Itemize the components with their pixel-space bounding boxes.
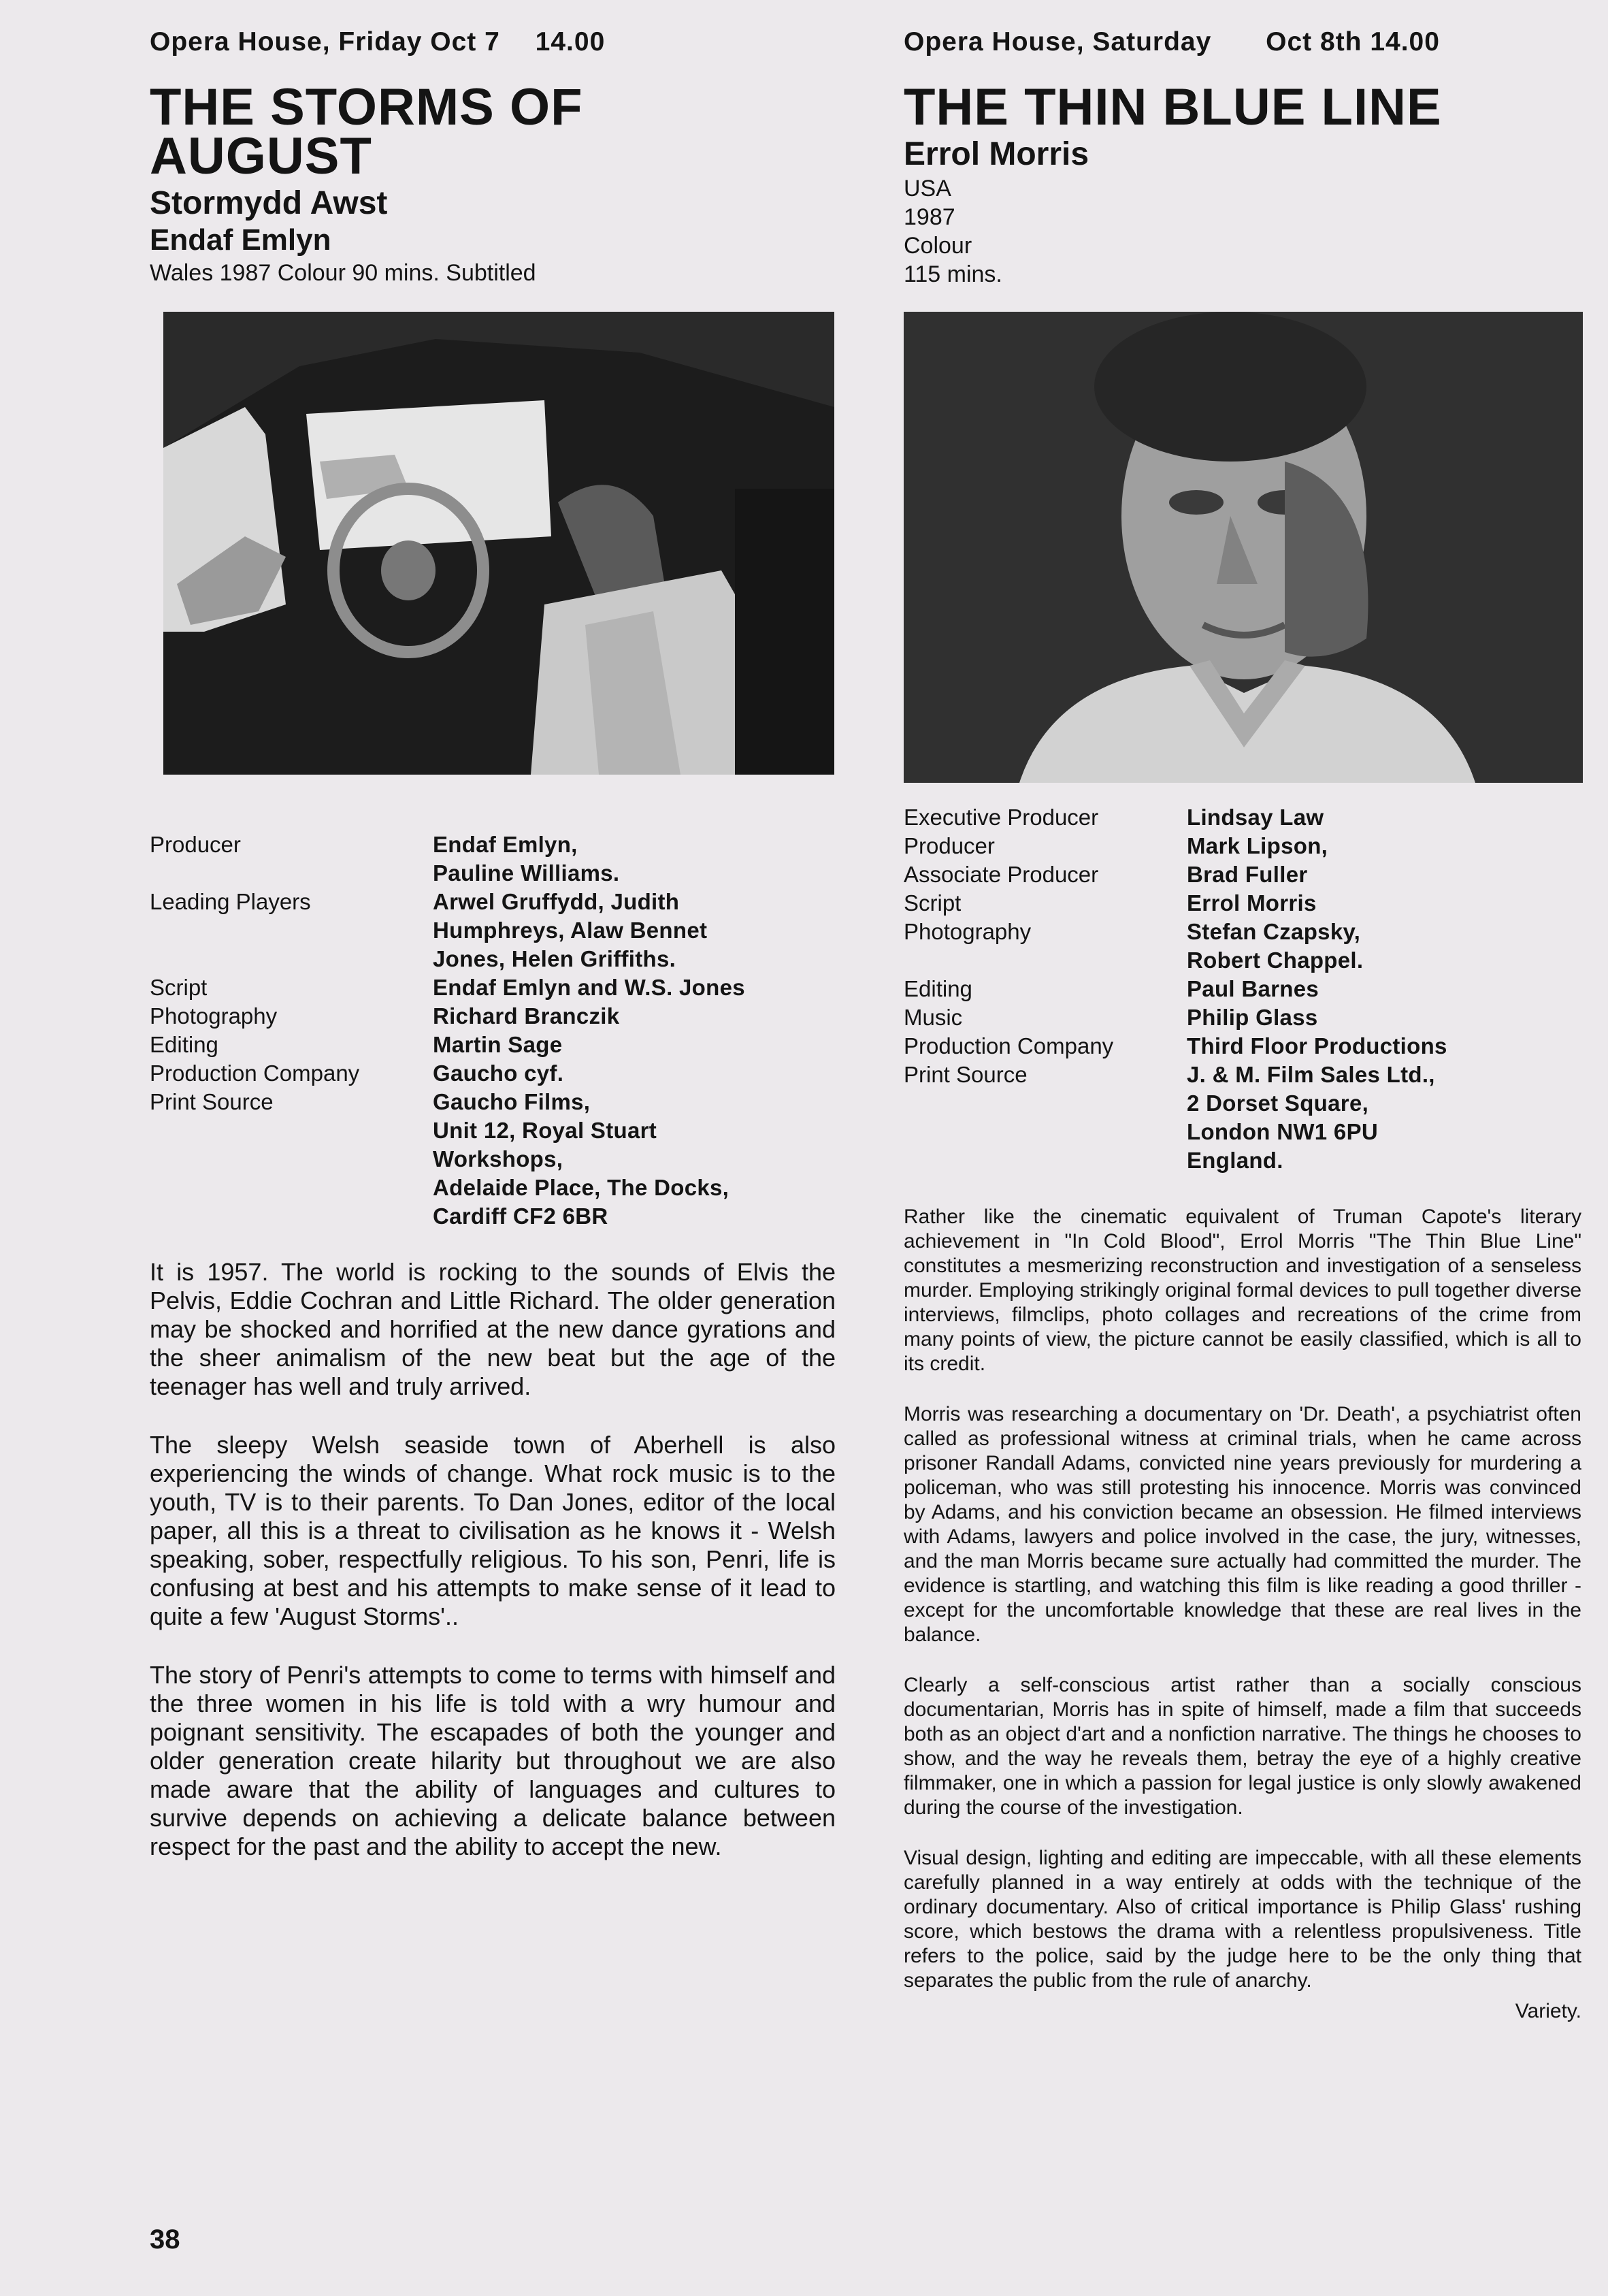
right-venue-day: Opera House, Saturday — [904, 27, 1212, 56]
right-film-still — [904, 312, 1583, 783]
left-title-line2: AUGUST — [150, 127, 372, 185]
credit-value: Endaf Emlyn and W.S. Jones — [433, 975, 745, 1000]
page-number: 38 — [150, 2225, 180, 2254]
credit-role: Photography — [904, 919, 1032, 944]
credit-role: Producer — [150, 832, 241, 857]
credit-role: Print Source — [150, 1089, 274, 1114]
left-director: Endaf Emlyn — [150, 223, 331, 257]
review-source: Variety. — [1515, 2000, 1581, 2022]
credit-value: Gaucho cyf. — [433, 1061, 564, 1086]
credit-value: Brad Fuller — [1187, 862, 1308, 887]
credit-role: Script — [150, 975, 208, 1000]
credit-role: Production Company — [150, 1061, 360, 1086]
right-meta-year: 1987 — [904, 204, 955, 230]
left-film-still — [163, 312, 834, 775]
credit-row — [904, 1003, 1584, 1032]
credit-role: Print Source — [904, 1062, 1028, 1087]
credit-row — [904, 1032, 1584, 1061]
credit-row — [150, 973, 837, 1002]
left-credits — [150, 830, 837, 1231]
credit-role: Production Company — [904, 1033, 1114, 1058]
credit-row — [150, 888, 837, 973]
left-time: 14.00 — [535, 27, 606, 56]
right-review — [904, 1205, 1581, 2023]
left-welsh-title: Stormydd Awst — [150, 185, 388, 221]
credit-row — [904, 832, 1584, 860]
credit-value: Martin Sage — [433, 1032, 563, 1057]
right-meta-runtime: 115 mins. — [904, 261, 1002, 287]
credit-role: Editing — [150, 1032, 218, 1057]
credit-row — [904, 889, 1584, 918]
credit-role: Associate Producer — [904, 862, 1099, 887]
credit-row — [150, 1088, 837, 1231]
credit-value: J. & M. Film Sales Ltd., 2 Dorset Square, London NW1 6PU England. — [1187, 1062, 1435, 1173]
credit-value: Mark Lipson, — [1187, 833, 1328, 858]
right-date-time: Oct 8th 14.00 — [1266, 27, 1440, 56]
credit-role: Photography — [150, 1003, 278, 1029]
credit-value: Paul Barnes — [1187, 976, 1319, 1001]
left-meta: Wales 1987 Colour 90 mins. Subtitled — [150, 260, 536, 286]
synopsis-paragraph: The story of Penri's attempts to come to terms with himself and the three women in his life is told with a wry humour and poignant sensitivity. The escapades of both the younger and older generation create hilarity but throughout we are also made aware that the ability of languages and cultures to survive depends on achieving a delicate balance between respect for the past and the ability to accept the new. — [150, 1661, 836, 1860]
right-meta-country: USA — [904, 176, 951, 201]
left-synopsis — [150, 1258, 836, 1891]
credit-role: Producer — [904, 833, 995, 858]
left-film-title — [150, 78, 583, 185]
review-paragraph: Clearly a self-conscious artist rather than a socially conscious documentarian, Morris has in spite of himself, made a film that succeeds both as an object d'art and a nonfiction narrative. The things he chooses to show, and the way he reveals them, betray the eye of a highly creative filmmaker, one in which a passion for legal justice is only slowly awakened during the course of the investigation. — [904, 1674, 1581, 1819]
credit-role: Editing — [904, 976, 972, 1001]
credit-row — [904, 860, 1584, 889]
credit-value: Arwel Gruffydd, Judith Humphreys, Alaw Bennet Jones, Helen Griffiths. — [433, 889, 708, 971]
credit-value: Stefan Czapsky, Robert Chappel. — [1187, 919, 1364, 973]
right-film-title: THE THIN BLUE LINE — [904, 78, 1442, 136]
right-meta — [904, 174, 1002, 289]
credit-role: Executive Producer — [904, 805, 1099, 830]
credit-row — [904, 1061, 1584, 1175]
credit-value: Philip Glass — [1187, 1005, 1318, 1030]
credit-role: Music — [904, 1005, 963, 1030]
credit-row — [904, 975, 1584, 1003]
credit-row — [150, 1002, 837, 1031]
credit-row — [150, 1059, 837, 1088]
synopsis-paragraph: The sleepy Welsh seaside town of Aberhell is also experiencing the winds of change. What rock music is to the youth, TV is to their parents. To Dan Jones, editor of the local paper, all this is a threat to civilisation as he knows it - Welsh speaking, sober, respectfully religious. To his son, Penri, life is confusing at best and his attempts to make sense of it lead to quite a few 'August Storms'.. — [150, 1431, 836, 1630]
synopsis-paragraph: It is 1957. The world is rocking to the sounds of Elvis the Pelvis, Eddie Cochran and Little Richard. The older generation may be shocked and horrified at the new dance gyrations and the sheer animalism of the new beat but the age of the teenager has well and truly arrived. — [150, 1258, 836, 1400]
credit-value: Richard Branczik — [433, 1003, 620, 1029]
left-title-line1: THE STORMS OF — [150, 78, 583, 136]
right-meta-colour: Colour — [904, 233, 972, 259]
credit-role: Script — [904, 890, 962, 916]
left-schedule — [150, 27, 605, 57]
left-venue-day: Opera House, Friday Oct 7 — [150, 27, 500, 56]
credit-value: Third Floor Productions — [1187, 1033, 1447, 1058]
credit-row — [904, 918, 1584, 975]
review-paragraph: Morris was researching a documentary on 'Dr. Death', a psychiatrist often called as professional witness at criminal trials, when he came across prisoner Randall Adams, convicted nine years previously for murdering a policeman, who was still protesting his innocence. Morris was convinced by Adams, and his conviction became an obsession. He filmed interviews with Adams, lawyers and police involved in the case, the jury, witnesses, and the man Morris became sure actually had committed the murder. The evidence is startling, and watching this film is like reading a good thriller - except for the uncomfortable knowledge that these are real lives in the balance. — [904, 1403, 1581, 1646]
credit-value: Gaucho Films, Unit 12, Royal Stuart Workshops, Adelaide Place, The Docks, Cardiff CF2 6BR — [433, 1089, 729, 1229]
credit-row — [150, 1031, 837, 1059]
review-paragraph: Visual design, lighting and editing are impeccable, with all these elements carefully planned in a way entirely at odds with the technique of the ordinary documentary. Also of critical importance is Philip Glass' rushing score, which bestows the drama with a relentless propulsiveness. Title refers to the police, said by the judge here to be the only thing that separates the public from the rule of anarchy. — [904, 1847, 1581, 1992]
credit-row — [904, 803, 1584, 832]
right-director: Errol Morris — [904, 136, 1089, 172]
review-paragraph: Rather like the cinematic equivalent of Truman Capote's literary achievement in "In Cold Blood", Errol Morris "The Thin Blue Line" constitutes a mesmerizing reconstruction and investigation of a senseless murder. Employing strikingly original formal devices to pull together diverse interviews, filmclips, photo collages and recreations of the crime from many points of view, the picture cannot be easily classified, which is all to its credit. — [904, 1206, 1581, 1375]
right-credits — [904, 803, 1584, 1175]
credit-row — [150, 830, 837, 888]
credit-value: Endaf Emlyn, Pauline Williams. — [433, 832, 620, 886]
credit-role: Leading Players — [150, 889, 311, 914]
credit-value: Errol Morris — [1187, 890, 1317, 916]
right-schedule — [904, 27, 1440, 57]
credit-value: Lindsay Law — [1187, 805, 1324, 830]
